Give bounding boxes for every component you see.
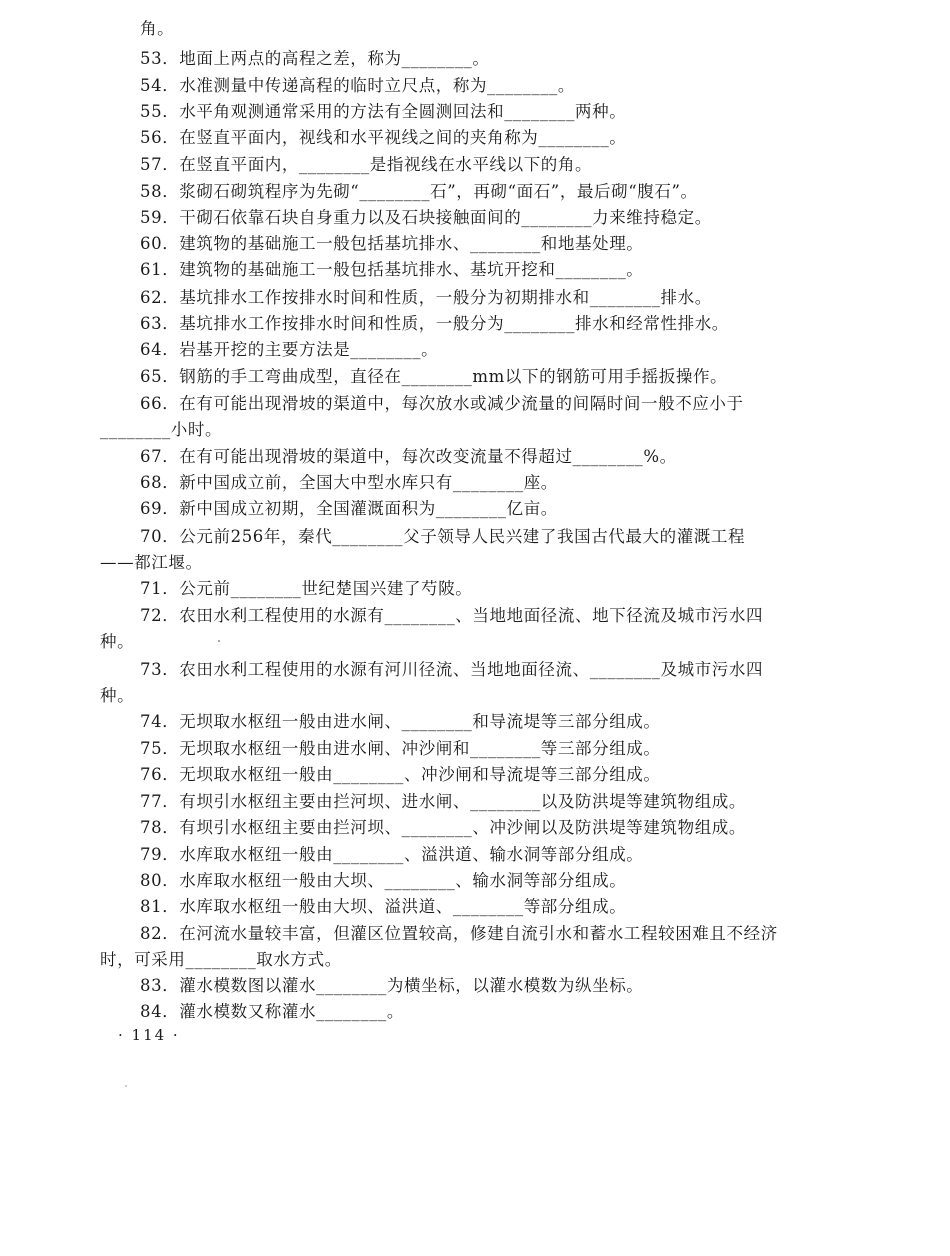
question-68: 68．新中国成立前，全国大中型水库只有________座。: [140, 473, 558, 492]
question-59: 59．干砌石依靠石块自身重力以及石块接触面间的________力来维持稳定。: [140, 208, 712, 227]
text-line-continuation: 角。: [140, 19, 175, 38]
question-67: 67．在有可能出现滑坡的渠道中，每次改变流量不得超过________%。: [140, 447, 677, 466]
question-61: 61．建筑物的基础施工一般包括基坑排水、基坑开挖和________。: [140, 260, 644, 279]
question-75: 75．无坝取水枢纽一般由进水闸、冲沙闸和________等三部分组成。: [140, 739, 661, 758]
question-71: 71．公元前________世纪楚国兴建了芍陂。: [140, 579, 473, 598]
question-80: 80．水库取水枢纽一般由大坝、________、输水洞等部分组成。: [140, 871, 627, 890]
question-63: 63．基坑排水工作按排水时间和性质，一般分为________排水和经常性排水。: [140, 314, 729, 333]
question-64: 64．岩基开挖的主要方法是________。: [140, 340, 439, 359]
question-70: 70．公元前256年，秦代________父子领导人民兴建了我国古代最大的灌溉工程: [140, 527, 746, 546]
question-79: 79．水库取水枢纽一般由________、溢洪道、输水洞等部分组成。: [140, 845, 644, 864]
question-84: 84．灌水模数又称灌水________。: [140, 1002, 404, 1021]
question-73-continuation: 种。: [100, 686, 135, 705]
scan-speck: [218, 640, 220, 642]
question-78: 78．有坝引水枢纽主要由拦河坝、________、冲沙闸以及防洪堤等建筑物组成。: [140, 818, 746, 837]
question-69: 69．新中国成立初期，全国灌溉面积为________亿亩。: [140, 499, 558, 518]
question-65: 65．钢筋的手工弯曲成型，直径在________mm以下的钢筋可用手摇扳操作。: [140, 367, 728, 386]
question-74: 74．无坝取水枢纽一般由进水闸、________和导流堤等三部分组成。: [140, 712, 661, 731]
question-82: 82．在河流水量较丰富，但灌区位置较高，修建自流引水和蓄水工程较困难且不经济: [140, 924, 778, 943]
question-66-continuation: ________小时。: [100, 420, 223, 439]
question-83: 83．灌水模数图以灌水________为横坐标，以灌水模数为纵坐标。: [140, 976, 644, 995]
question-72-continuation: 种。: [100, 632, 135, 651]
question-72: 72．农田水利工程使用的水源有________、当地地面径流、地下径流及城市污水四: [140, 606, 764, 625]
question-60: 60．建筑物的基础施工一般包括基坑排水、________和地基处理。: [140, 234, 644, 253]
question-53: 53．地面上两点的高程之差，称为________。: [140, 49, 490, 68]
question-57: 57．在竖直平面内，________是指视线在水平线以下的角。: [140, 155, 593, 174]
page-number: · 114 ·: [118, 1026, 180, 1044]
question-58: 58．浆砌石砌筑程序为先砌“________石”，再砌“面石”，最后砌“腹石”。: [140, 182, 698, 201]
question-77: 77．有坝引水枢纽主要由拦河坝、进水闸、________以及防洪堤等建筑物组成。: [140, 792, 746, 811]
question-55: 55．水平角观测通常采用的方法有全圆测回法和________两种。: [140, 102, 627, 121]
question-82-continuation: 时，可采用________取水方式。: [100, 950, 342, 969]
question-66: 66．在有可能出现滑坡的渠道中，每次放水或减少流量的间隔时间一般不应小于: [140, 394, 744, 413]
scan-speck: [125, 1085, 127, 1087]
question-62: 62．基坑排水工作按排水时间和性质，一般分为初期排水和________排水。: [140, 288, 712, 307]
question-76: 76．无坝取水枢纽一般由________、冲沙闸和导流堤等三部分组成。: [140, 765, 661, 784]
question-54: 54．水准测量中传递高程的临时立尺点，称为________。: [140, 76, 575, 95]
question-56: 56．在竖直平面内，视线和水平视线之间的夹角称为________。: [140, 128, 627, 147]
question-81: 81．水库取水枢纽一般由大坝、溢洪道、________等部分组成。: [140, 897, 627, 916]
question-73: 73．农田水利工程使用的水源有河川径流、当地地面径流、________及城市污水四: [140, 660, 764, 679]
question-70-continuation: ——都江堰。: [100, 553, 203, 572]
